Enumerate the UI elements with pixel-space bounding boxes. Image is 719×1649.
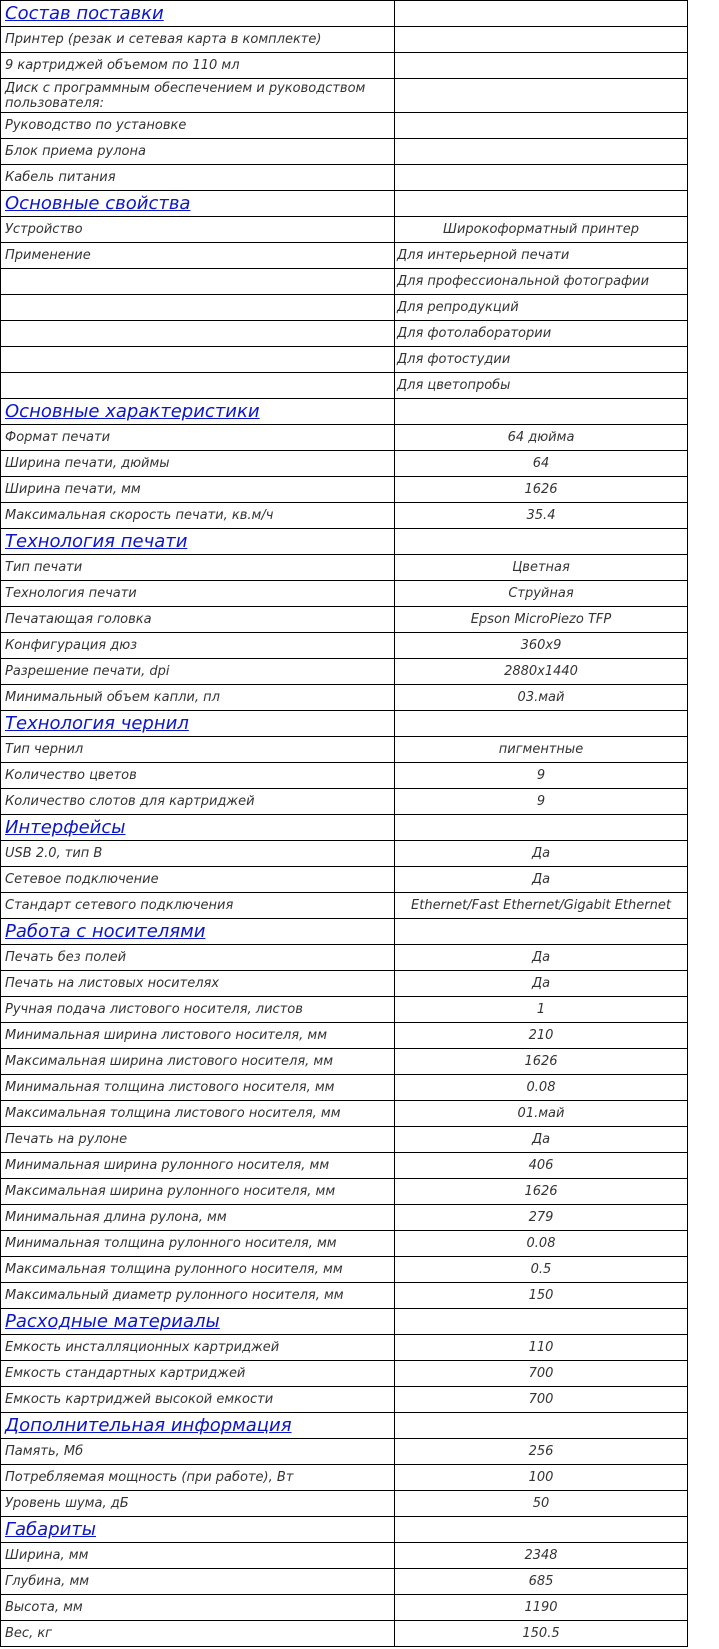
spec-label: Ширина, мм bbox=[1, 1543, 395, 1569]
spec-value: 1626 bbox=[395, 1179, 688, 1205]
spec-value: 01.май bbox=[395, 1101, 688, 1127]
spec-value: 1626 bbox=[395, 1049, 688, 1075]
spec-label: Глубина, мм bbox=[1, 1569, 395, 1595]
spec-value: Для фотолаборатории bbox=[395, 321, 688, 347]
section-header-empty-cell bbox=[395, 1, 688, 27]
spec-row bbox=[1, 27, 688, 53]
spec-row bbox=[1, 1023, 688, 1049]
spec-value: Да bbox=[395, 945, 688, 971]
spec-row bbox=[1, 893, 688, 919]
spec-value: 110 bbox=[395, 1335, 688, 1361]
spec-row bbox=[1, 1491, 688, 1517]
spec-value bbox=[395, 165, 688, 191]
spec-row bbox=[1, 1361, 688, 1387]
spec-row bbox=[1, 321, 688, 347]
spec-value: 03.май bbox=[395, 685, 688, 711]
spec-row bbox=[1, 347, 688, 373]
spec-row bbox=[1, 243, 688, 269]
spec-row bbox=[1, 1205, 688, 1231]
spec-value: 2880x1440 bbox=[395, 659, 688, 685]
spec-value: Для интерьерной печати bbox=[395, 243, 688, 269]
spec-row bbox=[1, 79, 688, 113]
spec-value bbox=[395, 27, 688, 53]
section-header-row bbox=[1, 399, 688, 425]
spec-value: 279 bbox=[395, 1205, 688, 1231]
section-header-row bbox=[1, 191, 688, 217]
spec-row bbox=[1, 1621, 688, 1647]
spec-value: 9 bbox=[395, 789, 688, 815]
spec-value: Да bbox=[395, 971, 688, 997]
spec-label bbox=[1, 347, 395, 373]
spec-label: Емкость картриджей высокой емкости bbox=[1, 1387, 395, 1413]
spec-row bbox=[1, 451, 688, 477]
spec-value: Для цветопробы bbox=[395, 373, 688, 399]
section-header-row bbox=[1, 1413, 688, 1439]
spec-label: Руководство по установке bbox=[1, 113, 395, 139]
spec-label: Максимальная ширина листового носителя, мм bbox=[1, 1049, 395, 1075]
section-title-link[interactable]: Расходные материалы bbox=[1, 1309, 395, 1335]
spec-label: Максимальная скорость печати, кв.м/ч bbox=[1, 503, 395, 529]
spec-value: 700 bbox=[395, 1361, 688, 1387]
spec-label: Минимальная длина рулона, мм bbox=[1, 1205, 395, 1231]
spec-label: Минимальная ширина рулонного носителя, мм bbox=[1, 1153, 395, 1179]
spec-label: USB 2.0, тип B bbox=[1, 841, 395, 867]
section-header-row bbox=[1, 919, 688, 945]
spec-value: 406 bbox=[395, 1153, 688, 1179]
spec-row bbox=[1, 1049, 688, 1075]
section-header-empty-cell bbox=[395, 1517, 688, 1543]
spec-label: Минимальная толщина листового носителя, мм bbox=[1, 1075, 395, 1101]
spec-value: 64 дюйма bbox=[395, 425, 688, 451]
spec-row bbox=[1, 945, 688, 971]
spec-label: Память, Мб bbox=[1, 1439, 395, 1465]
spec-row bbox=[1, 1179, 688, 1205]
spec-label: Печать на рулоне bbox=[1, 1127, 395, 1153]
spec-row bbox=[1, 581, 688, 607]
spec-row bbox=[1, 295, 688, 321]
spec-label: Минимальная ширина листового носителя, мм bbox=[1, 1023, 395, 1049]
section-header-row bbox=[1, 711, 688, 737]
section-title-link[interactable]: Работа с носителями bbox=[1, 919, 395, 945]
spec-row bbox=[1, 373, 688, 399]
spec-row bbox=[1, 1231, 688, 1257]
spec-label: Стандарт сетевого подключения bbox=[1, 893, 395, 919]
spec-value: 2348 bbox=[395, 1543, 688, 1569]
spec-label: Максимальная толщина листового носителя, мм bbox=[1, 1101, 395, 1127]
spec-row bbox=[1, 1335, 688, 1361]
spec-value: 210 bbox=[395, 1023, 688, 1049]
spec-value: 150 bbox=[395, 1283, 688, 1309]
spec-value bbox=[395, 53, 688, 79]
spec-value: 1626 bbox=[395, 477, 688, 503]
spec-value: Для профессиональной фотографии bbox=[395, 269, 688, 295]
spec-row bbox=[1, 659, 688, 685]
spec-label: Ширина печати, мм bbox=[1, 477, 395, 503]
spec-label: Тип печати bbox=[1, 555, 395, 581]
spec-label: Разрешение печати, dpi bbox=[1, 659, 395, 685]
spec-row bbox=[1, 269, 688, 295]
spec-value bbox=[395, 113, 688, 139]
spec-label: Принтер (резак и сетевая карта в комплекте) bbox=[1, 27, 395, 53]
spec-value: Да bbox=[395, 841, 688, 867]
spec-row bbox=[1, 165, 688, 191]
section-header-row bbox=[1, 815, 688, 841]
spec-label: Диск с программным обеспечением и руководством пользователя: bbox=[1, 79, 395, 113]
spec-value: Цветная bbox=[395, 555, 688, 581]
spec-label: Блок приема рулона bbox=[1, 139, 395, 165]
spec-value: 35.4 bbox=[395, 503, 688, 529]
section-header-empty-cell bbox=[395, 711, 688, 737]
spec-label bbox=[1, 269, 395, 295]
spec-row bbox=[1, 633, 688, 659]
spec-label: Минимальная толщина рулонного носителя, мм bbox=[1, 1231, 395, 1257]
section-header-empty-cell bbox=[395, 191, 688, 217]
spec-label: Печатающая головка bbox=[1, 607, 395, 633]
spec-label: Максимальная толщина рулонного носителя, мм bbox=[1, 1257, 395, 1283]
spec-label: Конфигурация дюз bbox=[1, 633, 395, 659]
spec-value: Для репродукций bbox=[395, 295, 688, 321]
spec-row bbox=[1, 217, 688, 243]
spec-value: Да bbox=[395, 867, 688, 893]
section-header-row bbox=[1, 1309, 688, 1335]
section-header-empty-cell bbox=[395, 1413, 688, 1439]
spec-label: Количество цветов bbox=[1, 763, 395, 789]
spec-label: Ручная подача листового носителя, листов bbox=[1, 997, 395, 1023]
section-header-empty-cell bbox=[395, 399, 688, 425]
section-title-link[interactable]: Интерфейсы bbox=[1, 815, 395, 841]
section-title-link[interactable]: Дополнительная информация bbox=[1, 1413, 395, 1439]
spec-row bbox=[1, 1101, 688, 1127]
spec-label: 9 картриджей объемом по 110 мл bbox=[1, 53, 395, 79]
spec-row bbox=[1, 53, 688, 79]
spec-label: Кабель питания bbox=[1, 165, 395, 191]
spec-row bbox=[1, 425, 688, 451]
spec-label: Минимальный объем капли, пл bbox=[1, 685, 395, 711]
spec-value: Да bbox=[395, 1127, 688, 1153]
spec-row bbox=[1, 1153, 688, 1179]
spec-value: 700 bbox=[395, 1387, 688, 1413]
spec-row bbox=[1, 477, 688, 503]
spec-row bbox=[1, 841, 688, 867]
spec-value: Струйная bbox=[395, 581, 688, 607]
spec-row bbox=[1, 555, 688, 581]
spec-value: 256 bbox=[395, 1439, 688, 1465]
section-header-empty-cell bbox=[395, 815, 688, 841]
spec-row bbox=[1, 1387, 688, 1413]
spec-value: 0.5 bbox=[395, 1257, 688, 1283]
spec-label: Вес, кг bbox=[1, 1621, 395, 1647]
spec-row bbox=[1, 789, 688, 815]
spec-label: Тип чернил bbox=[1, 737, 395, 763]
spec-label bbox=[1, 321, 395, 347]
section-title-link[interactable]: Основные свойства bbox=[1, 191, 395, 217]
spec-label: Максимальная ширина рулонного носителя, мм bbox=[1, 1179, 395, 1205]
spec-value: Epson MicroPiezo TFP bbox=[395, 607, 688, 633]
section-header-row bbox=[1, 1517, 688, 1543]
section-title-link[interactable]: Состав поставки bbox=[1, 1, 395, 27]
spec-label: Технология печати bbox=[1, 581, 395, 607]
spec-row bbox=[1, 1075, 688, 1101]
spec-label: Емкость инсталляционных картриджей bbox=[1, 1335, 395, 1361]
spec-value: 1190 bbox=[395, 1595, 688, 1621]
section-header-empty-cell bbox=[395, 529, 688, 555]
spec-value: пигментные bbox=[395, 737, 688, 763]
spec-value: 50 bbox=[395, 1491, 688, 1517]
spec-value: 0.08 bbox=[395, 1231, 688, 1257]
spec-value: Ethernet/Fast Ethernet/Gigabit Ethernet bbox=[395, 893, 688, 919]
spec-value: 64 bbox=[395, 451, 688, 477]
section-header-row bbox=[1, 1, 688, 27]
spec-value: 150.5 bbox=[395, 1621, 688, 1647]
spec-value: Широкоформатный принтер bbox=[395, 217, 688, 243]
spec-row bbox=[1, 1465, 688, 1491]
spec-row bbox=[1, 867, 688, 893]
section-header-empty-cell bbox=[395, 1309, 688, 1335]
section-header-empty-cell bbox=[395, 919, 688, 945]
spec-label bbox=[1, 295, 395, 321]
spec-value: 685 bbox=[395, 1569, 688, 1595]
spec-label: Уровень шума, дБ bbox=[1, 1491, 395, 1517]
spec-row bbox=[1, 1127, 688, 1153]
spec-label: Емкость стандартных картриджей bbox=[1, 1361, 395, 1387]
spec-row bbox=[1, 737, 688, 763]
spec-row bbox=[1, 685, 688, 711]
section-header-row bbox=[1, 529, 688, 555]
spec-row bbox=[1, 503, 688, 529]
spec-label bbox=[1, 373, 395, 399]
spec-value bbox=[395, 79, 688, 113]
spec-value: 100 bbox=[395, 1465, 688, 1491]
section-title-link[interactable]: Основные характеристики bbox=[1, 399, 395, 425]
spec-label: Ширина печати, дюймы bbox=[1, 451, 395, 477]
spec-label: Печать на листовых носителях bbox=[1, 971, 395, 997]
spec-value: Для фотостудии bbox=[395, 347, 688, 373]
section-title-link[interactable]: Технология печати bbox=[1, 529, 395, 555]
spec-value: 9 bbox=[395, 763, 688, 789]
spec-row bbox=[1, 1283, 688, 1309]
spec-row bbox=[1, 1257, 688, 1283]
spec-value bbox=[395, 139, 688, 165]
spec-row bbox=[1, 1569, 688, 1595]
spec-label: Высота, мм bbox=[1, 1595, 395, 1621]
spec-label: Количество слотов для картриджей bbox=[1, 789, 395, 815]
section-title-link[interactable]: Технология чернил bbox=[1, 711, 395, 737]
spec-row bbox=[1, 1543, 688, 1569]
spec-label: Применение bbox=[1, 243, 395, 269]
spec-label: Печать без полей bbox=[1, 945, 395, 971]
section-title-link[interactable]: Габариты bbox=[1, 1517, 395, 1543]
spec-value: 1 bbox=[395, 997, 688, 1023]
spec-row bbox=[1, 1595, 688, 1621]
spec-label: Формат печати bbox=[1, 425, 395, 451]
spec-row bbox=[1, 607, 688, 633]
spec-label: Устройство bbox=[1, 217, 395, 243]
spec-label: Максимальный диаметр рулонного носителя, мм bbox=[1, 1283, 395, 1309]
spec-row bbox=[1, 997, 688, 1023]
spec-row bbox=[1, 971, 688, 997]
spec-label: Потребляемая мощность (при работе), Вт bbox=[1, 1465, 395, 1491]
spec-label: Сетевое подключение bbox=[1, 867, 395, 893]
spec-value: 360x9 bbox=[395, 633, 688, 659]
spec-row bbox=[1, 1439, 688, 1465]
spec-value: 0.08 bbox=[395, 1075, 688, 1101]
spec-row bbox=[1, 763, 688, 789]
spec-row bbox=[1, 113, 688, 139]
spec-table-body bbox=[1, 1, 688, 1647]
spec-row bbox=[1, 139, 688, 165]
